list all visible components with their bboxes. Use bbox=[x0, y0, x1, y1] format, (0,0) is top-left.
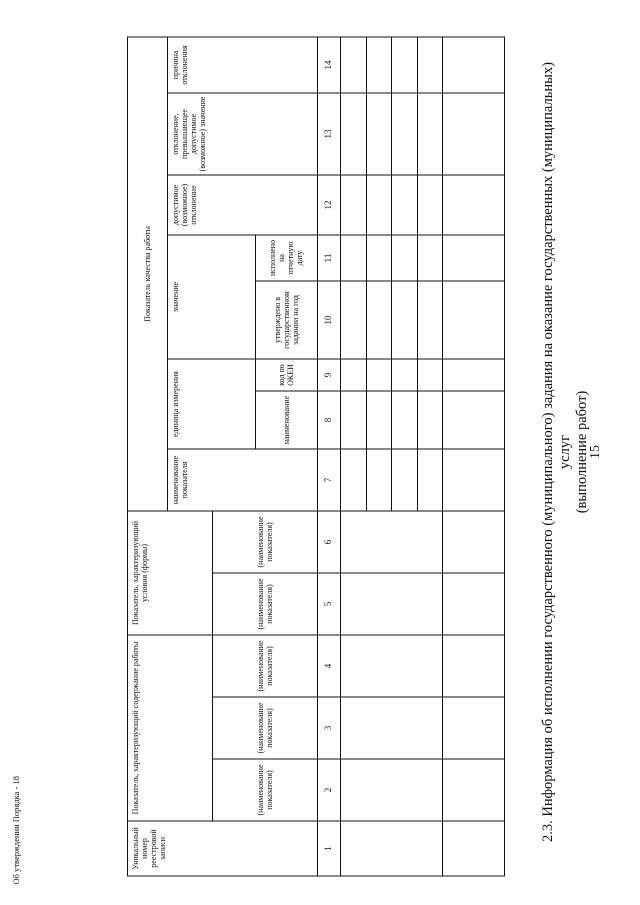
header-deviation-reason: причина отклонения bbox=[168, 37, 317, 93]
header-row-1 bbox=[128, 37, 168, 876]
table-cell bbox=[443, 511, 505, 573]
execution-report-table bbox=[127, 36, 505, 876]
table-cell bbox=[417, 449, 443, 511]
table-cell bbox=[340, 359, 366, 391]
section-title bbox=[540, 50, 591, 855]
table-cell bbox=[443, 359, 505, 391]
table-cell bbox=[443, 759, 505, 821]
table-cell bbox=[366, 175, 392, 235]
header-content-indicator-2: (наименование показателя) bbox=[213, 697, 317, 759]
header-content-indicator-1: (наименование показателя) bbox=[213, 759, 317, 821]
table-cell bbox=[340, 511, 442, 573]
header-unit-name: наименование bbox=[255, 391, 317, 449]
header-quality-indicator: Показатель качества работы bbox=[128, 37, 168, 511]
column-number: 12 bbox=[317, 175, 340, 235]
table-cell bbox=[443, 391, 505, 449]
table-cell bbox=[417, 37, 443, 93]
header-conditions-indicator-1: (наименование показателя) bbox=[213, 573, 317, 635]
column-number: 4 bbox=[317, 635, 340, 697]
table-cell bbox=[443, 697, 505, 759]
table-cell bbox=[366, 359, 392, 391]
table-cell bbox=[443, 449, 505, 511]
table-cell bbox=[340, 391, 366, 449]
page-number: 15 bbox=[588, 445, 603, 459]
table-cell bbox=[340, 821, 442, 876]
table-cell bbox=[417, 93, 443, 175]
table-cell bbox=[392, 93, 418, 175]
column-number: 3 bbox=[317, 697, 340, 759]
table-cell bbox=[443, 37, 505, 93]
column-number: 9 bbox=[317, 359, 340, 391]
table-cell bbox=[340, 175, 366, 235]
table-cell bbox=[392, 391, 418, 449]
table-cell bbox=[443, 235, 505, 281]
column-number: 7 bbox=[317, 449, 340, 511]
table-cell bbox=[417, 359, 443, 391]
table-cell bbox=[366, 281, 392, 359]
section-title-line2: (выполнение работ) bbox=[574, 390, 590, 514]
header-record-number: Уникальный номер реестровой записи bbox=[128, 821, 318, 876]
table-cell bbox=[417, 235, 443, 281]
column-number: 5 bbox=[317, 573, 340, 635]
header-allowed-deviation: допустимое (возможное) отклонение bbox=[168, 175, 317, 235]
column-number: 10 bbox=[317, 281, 340, 359]
table-cell bbox=[443, 573, 505, 635]
section-title-line1: 2.3. Информация об исполнении государственного (муниципального) задания на оказание государственных (муниципальных) услуг bbox=[540, 62, 573, 842]
table-cell bbox=[340, 281, 366, 359]
table-cell bbox=[417, 391, 443, 449]
table-cell bbox=[340, 759, 442, 821]
column-number: 2 bbox=[317, 759, 340, 821]
header-quality-name: наименование показателя bbox=[168, 449, 317, 511]
table-cell bbox=[392, 175, 418, 235]
header-content-indicator: Показатель, характеризующий содержание работы bbox=[128, 635, 213, 821]
table-cell bbox=[443, 93, 505, 175]
header-value-approved: утверждено в государственном задании на год bbox=[255, 281, 317, 359]
header-conditions-indicator-2: (наименование показателя) bbox=[213, 511, 317, 573]
column-number: 1 bbox=[317, 821, 340, 876]
table-cell bbox=[392, 359, 418, 391]
table-cell bbox=[392, 235, 418, 281]
header-value: значение bbox=[168, 235, 255, 359]
header-conditions-indicator: Показатель, характеризующий условия (формы) bbox=[128, 511, 213, 635]
table-row bbox=[340, 37, 366, 876]
table-cell bbox=[392, 281, 418, 359]
footer-stamp: Об утверждении Порядка - 18 bbox=[11, 775, 21, 885]
table-cell bbox=[340, 635, 442, 697]
column-number: 13 bbox=[317, 93, 340, 175]
header-excess-deviation: отклонение, превышающее допустимое (возможное) значение bbox=[168, 93, 317, 175]
table-cell bbox=[443, 821, 505, 876]
header-unit: единица измерения bbox=[168, 359, 255, 449]
table-cell bbox=[417, 175, 443, 235]
table-cell bbox=[443, 175, 505, 235]
header-content-indicator-3: (наименование показателя) bbox=[213, 635, 317, 697]
table-cell bbox=[366, 37, 392, 93]
table-cell bbox=[340, 235, 366, 281]
table-cell bbox=[366, 93, 392, 175]
table-row bbox=[443, 37, 505, 876]
column-number: 6 bbox=[317, 511, 340, 573]
table-cell bbox=[340, 93, 366, 175]
table-cell bbox=[340, 37, 366, 93]
table-cell bbox=[340, 697, 442, 759]
table-cell bbox=[340, 573, 442, 635]
table-cell bbox=[392, 37, 418, 93]
table-cell bbox=[366, 235, 392, 281]
table-cell bbox=[443, 635, 505, 697]
table-cell bbox=[340, 449, 366, 511]
table-cell bbox=[417, 281, 443, 359]
header-value-done: исполнено на отчетную дату bbox=[255, 235, 317, 281]
header-unit-okei: код по ОКЕИ bbox=[255, 359, 317, 391]
table-cell bbox=[366, 449, 392, 511]
table-cell bbox=[392, 449, 418, 511]
column-number: 8 bbox=[317, 391, 340, 449]
column-number: 14 bbox=[317, 37, 340, 93]
table-cell bbox=[366, 391, 392, 449]
column-number: 11 bbox=[317, 235, 340, 281]
column-number-row bbox=[317, 37, 340, 876]
table-cell bbox=[443, 281, 505, 359]
